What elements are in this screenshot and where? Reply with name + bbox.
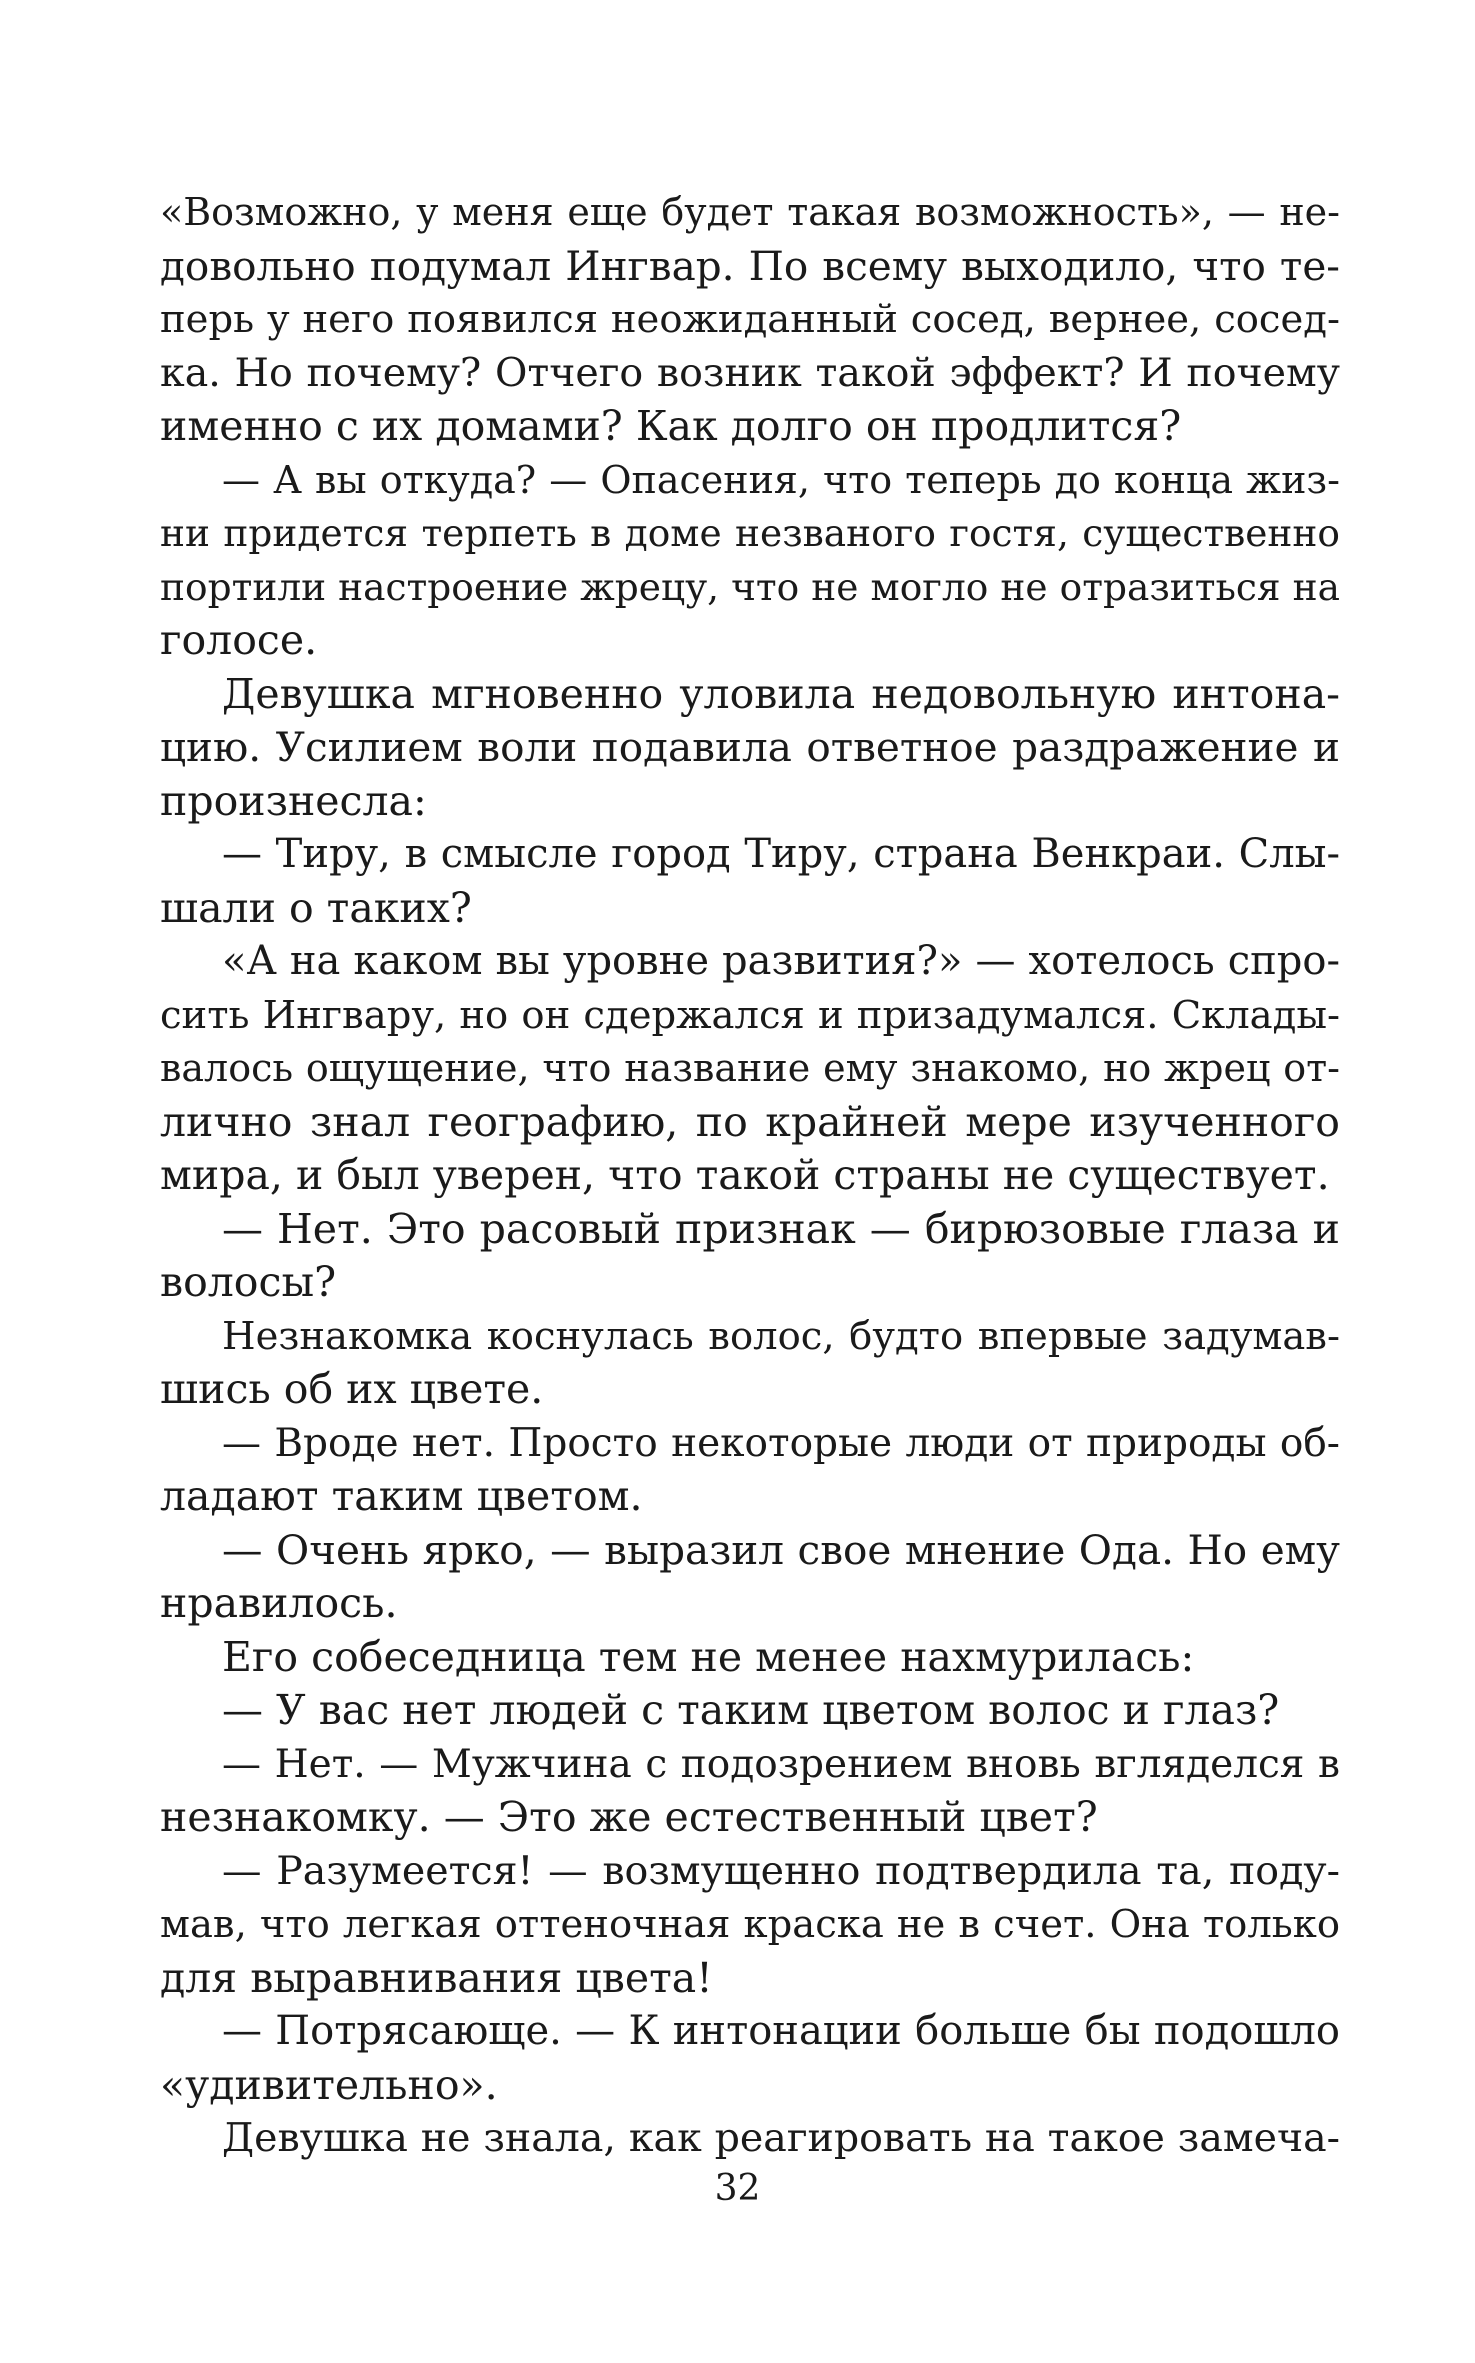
text-line: для выравнивания цвета! bbox=[160, 1953, 713, 2002]
page-number: 32 bbox=[714, 2168, 761, 2209]
text-line: шись об их цвете. bbox=[160, 1365, 544, 1413]
text-line: портили настроение жрецу, что не могло не отразиться на bbox=[160, 564, 1340, 609]
text-line: мав, что легкая оттеночная краска не в счет. Она только bbox=[160, 1902, 1340, 1947]
text-line: волосы? bbox=[160, 1258, 337, 1306]
text-line: «удивительно». bbox=[160, 2060, 498, 2109]
text-line: перь у него появился неожиданный сосед, вернее, сосед- bbox=[160, 297, 1340, 342]
text-line: — Нет. Это расовый признак — бирюзовые глаза и bbox=[222, 1204, 1340, 1253]
text-line: незнакомку. — Это же естественный цвет? bbox=[160, 1793, 1098, 1841]
text-line: Его собеседница тем не менее нахмурилась: bbox=[222, 1632, 1195, 1681]
text-line: ка. Но почему? Отчего возник такой эффект? И почему bbox=[160, 349, 1340, 396]
text-line: Незнакомка коснулась волос, будто впервые задумав- bbox=[222, 1313, 1340, 1359]
text-line: сить Ингвару, но он сдержался и призадумался. Склады- bbox=[160, 992, 1340, 1038]
text-line: ни придется терпеть в доме незваного гостя, существенно bbox=[160, 511, 1340, 555]
text-line: Девушка мгновенно уловила недовольную интона- bbox=[222, 669, 1340, 718]
text-line: — Тиру, в смысле город Тиру, страна Венкраи. Слы- bbox=[222, 831, 1340, 877]
page-body bbox=[160, 186, 1340, 2166]
text-line: — А вы откуда? — Опасения, что теперь до конца жиз- bbox=[222, 457, 1340, 502]
text-line: валось ощущение, что название ему знакомо, но жрец от- bbox=[160, 1046, 1340, 1090]
text-line: нравилось. bbox=[160, 1579, 398, 1627]
text-line: цию. Усилием воли подавила ответное раздражение и bbox=[160, 723, 1340, 771]
text-line: — У вас нет людей с таким цветом волос и глаз? bbox=[222, 1686, 1280, 1734]
text-line: Девушка не знала, как реагировать на такое замеча- bbox=[222, 2115, 1340, 2161]
text-line: голосе. bbox=[160, 616, 318, 664]
text-line: — Вроде нет. Просто некоторые люди от природы об- bbox=[222, 1420, 1340, 1466]
text-line: — Очень ярко, — выразил свое мнение Ода. Но ему bbox=[222, 1525, 1340, 1574]
text-line: довольно подумал Ингвар. По всему выходило, что те- bbox=[160, 241, 1340, 290]
text-line: «А на каком вы уровне развития?» — хотелось спро- bbox=[222, 938, 1340, 984]
text-line: мира, и был уверен, что такой страны не существует. bbox=[160, 1151, 1330, 1199]
text-line: — Разумеется! — возмущенно подтвердила та, поду- bbox=[222, 1847, 1340, 1894]
text-line: «Возможно, у меня еще будет такая возможность», — не- bbox=[160, 190, 1340, 234]
text-line: именно с их домами? Как долго он продлится? bbox=[160, 402, 1182, 450]
text-line: — Нет. — Мужчина с подозрением вновь вгляделся в bbox=[222, 1741, 1340, 1787]
text-line: произнесла: bbox=[160, 776, 427, 825]
text-line: шали о таких? bbox=[160, 883, 472, 932]
text-line: лично знал географию, по крайней мере изученного bbox=[160, 1097, 1340, 1146]
text-line: — Потрясающе. — К интонации больше бы подошло bbox=[222, 2008, 1340, 2054]
text-line: ладают таким цветом. bbox=[160, 1472, 643, 1520]
